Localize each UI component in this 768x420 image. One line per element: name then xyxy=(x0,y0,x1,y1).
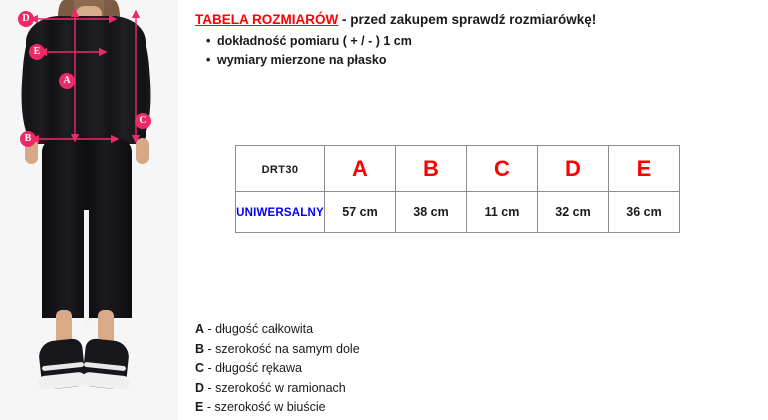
legend-text-c: - długość rękawa xyxy=(204,361,302,375)
size-letter-b: B xyxy=(423,155,439,181)
size-table xyxy=(235,145,680,233)
legend-text-a: - długość całkowita xyxy=(204,322,314,336)
table-cell-b xyxy=(396,192,467,233)
measure-a: 57 cm xyxy=(342,205,378,219)
size-label: UNIWERSALNY xyxy=(236,207,324,219)
size-letter-c: C xyxy=(494,155,510,181)
table-cell-code xyxy=(236,146,325,192)
legend-letter-d: D xyxy=(195,380,205,395)
marker-d: D xyxy=(18,11,34,27)
legend-item-a xyxy=(195,320,360,340)
table-cell-d xyxy=(538,192,609,233)
measure-c: 11 cm xyxy=(484,205,520,219)
table-cell-e xyxy=(609,192,680,233)
legend-item-e xyxy=(195,398,360,418)
marker-b: B xyxy=(20,131,36,147)
table-cell-size-label xyxy=(236,192,325,233)
size-letter-e: E xyxy=(636,155,652,181)
legend-letter-b: B xyxy=(195,341,205,356)
measure-d: 32 cm xyxy=(555,205,591,219)
notes-list xyxy=(206,32,412,70)
table-header-c xyxy=(467,146,538,192)
note-item: • dokładność pomiaru ( + / - ) 1 cm xyxy=(206,32,412,51)
table-header-row xyxy=(236,146,680,192)
legend-item-b xyxy=(195,340,360,360)
measure-e: 36 cm xyxy=(626,205,662,219)
size-letter-d: D xyxy=(565,155,581,181)
legend-text-e: - szerokość w biuście xyxy=(203,400,326,414)
product-code: DRT30 xyxy=(261,163,299,176)
page-title-emphasis: TABELA ROZMIARÓW xyxy=(195,12,339,27)
legend-letter-a: A xyxy=(195,322,205,336)
marker-e: E xyxy=(29,44,45,60)
marker-a: A xyxy=(59,73,75,89)
legend-item-c xyxy=(195,359,360,379)
measurement-arrows xyxy=(0,0,178,420)
legend-text-b: - szerokość na samym dole xyxy=(204,341,360,356)
table-header-b xyxy=(396,146,467,192)
legend-text-d: - szerokość w ramionach xyxy=(204,380,346,395)
note-item: • wymiary mierzone na płasko xyxy=(206,51,412,70)
page-title xyxy=(195,12,596,27)
legend-item-d xyxy=(195,379,360,399)
table-cell-c xyxy=(467,192,538,233)
table-header-a xyxy=(325,146,396,192)
table-row xyxy=(236,192,680,233)
table-header-e xyxy=(609,146,680,192)
page-title-rest: - przed zakupem sprawdź rozmiarówkę! xyxy=(338,12,597,27)
legend-letter-c: C xyxy=(195,361,205,375)
size-letter-a: A xyxy=(352,155,368,181)
table-header-d xyxy=(538,146,609,192)
table-cell-a xyxy=(325,192,396,233)
product-photo xyxy=(0,0,178,420)
measure-b: 38 cm xyxy=(413,205,449,219)
marker-c: C xyxy=(135,113,151,129)
measurement-legend xyxy=(195,320,360,418)
content-area xyxy=(178,0,768,420)
legend-letter-e: E xyxy=(195,400,204,414)
